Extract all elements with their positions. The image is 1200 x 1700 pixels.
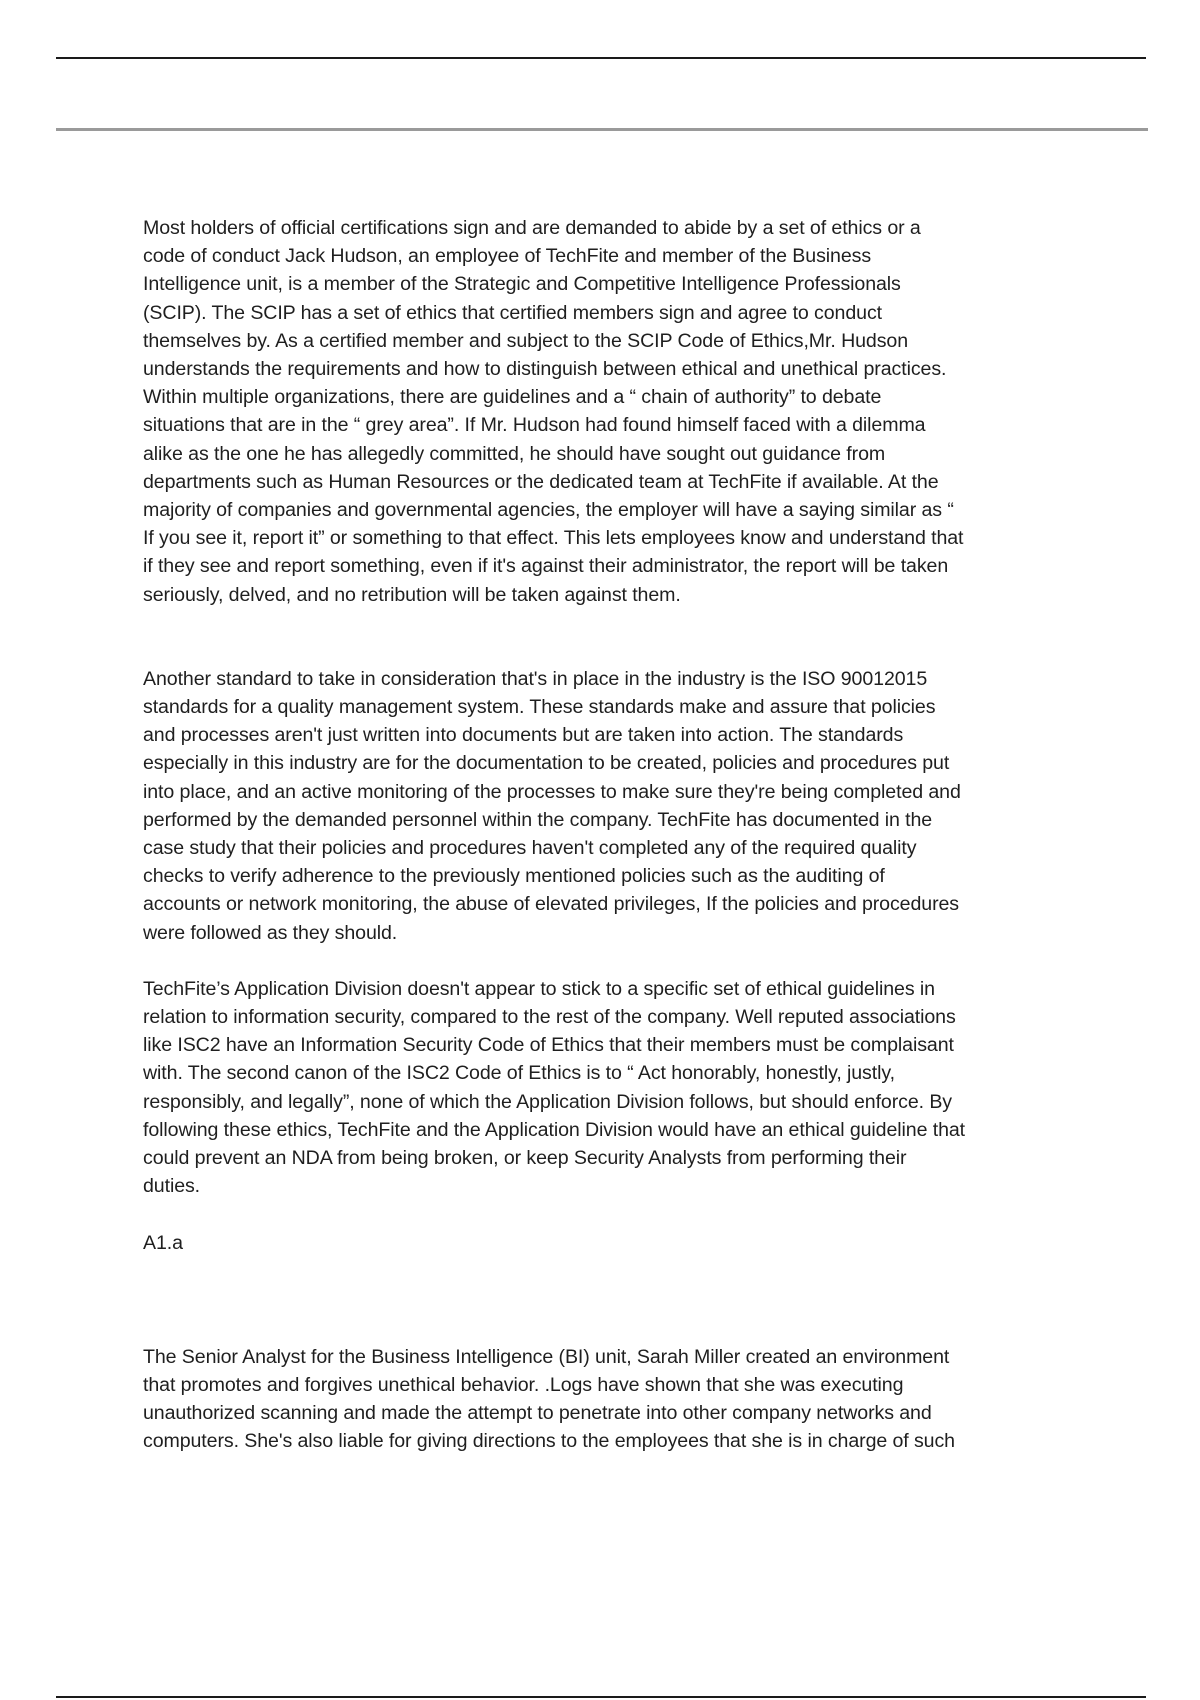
paragraph-spacer <box>143 609 1063 665</box>
paragraph-iso-standard: Another standard to take in consideration that's in place in the industry is the ISO 90012015 standards for a quality management system. These standards make and assure that policies and processes aren't just written into documents but are taken into action. The standards especially in this industry are for the documentation to be created, policies and procedures put into place, and an active monitoring of the processes to make sure they're being completed and performed by the demanded personnel within the company. TechFite has documented in the case study that their policies and procedures haven't completed any of the required quality checks to verify adherence to the previously mentioned policies such as the auditing of accounts or network monitoring, the abuse of elevated privileges, If the policies and procedures were followed as they should. <box>143 667 961 944</box>
paragraph-isc2-ethics: TechFite’s Application Division doesn't appear to stick to a specific set of ethical guidelines in relation to information security, compared to the rest of the company. Well reputed associations like ISC2 have an Information Security Code of Ethics that their members must be complaisant with. The second canon of the ISC2 Code of Ethics is to “ Act honorably, honestly, justly, responsibly, and legally”, none of which the Application Division follows, but should enforce. By following these ethics, TechFite and the Application Division would have an ethical guideline that could prevent an NDA from being broken, or keep Security Analysts from performing their duties. <box>143 977 966 1198</box>
header-bottom-rule <box>56 128 1148 131</box>
footer-rule <box>56 1696 1146 1698</box>
document-body <box>143 214 1063 1456</box>
paragraph-scip-ethics: Most holders of official certifications sign and are demanded to abide by a set of ethics or a code of conduct Jack Hudson, an employee of TechFite and member of the Business Intelligence unit, is a member of the Strategic and Competitive Intelligence Professionals (SCIP). The SCIP has a set of ethics that certified members sign and agree to conduct themselves by. As a certified member and subject to the SCIP Code of Ethics,Mr. Hudson understands the requirements and how to distinguish between ethical and unethical practices. Within multiple organizations, there are guidelines and a “ chain of authority” to debate situations that are in the “ grey area”. If Mr. Hudson had found himself faced with a dilemma alike as the one he has allegedly committed, he should have sought out guidance from departments such as Human Resources or the dedicated team at TechFite if available. At the majority of companies and governmental agencies, the employer will have a saying similar as “ If you see it, report it” or something to that effect. This lets employees know and understand that if they see and report something, even if it's against their administrator, the report will be taken seriously, delved, and no retribution will be taken against them. <box>143 217 964 606</box>
paragraph-senior-analyst: The Senior Analyst for the Business Intelligence (BI) unit, Sarah Miller created an environment that promotes and forgives unethical behavior. .Logs have shown that she was executing unauthorized scanning and made the attempt to penetrate into other company networks and computers. She's also liable for giving directions to the employees that she is in charge of such <box>143 1345 955 1453</box>
section-heading-a1a: A1.a <box>143 1231 183 1254</box>
header-top-rule <box>56 57 1146 59</box>
paragraph-spacer <box>143 1201 1063 1229</box>
paragraph-spacer <box>143 947 1063 975</box>
paragraph-spacer <box>143 1257 1063 1343</box>
